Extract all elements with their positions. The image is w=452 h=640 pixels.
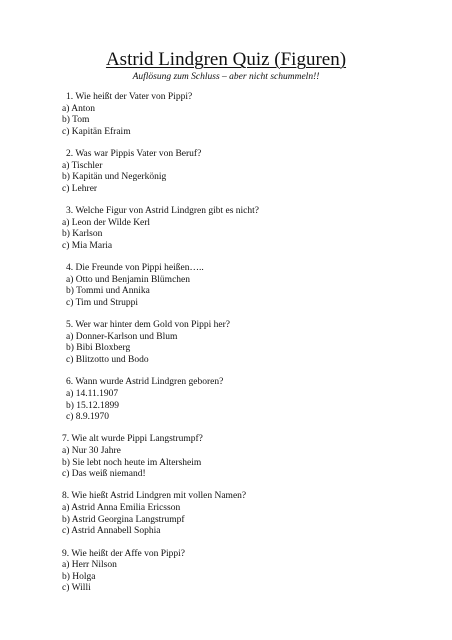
question-text: 4. Die Freunde von Pippi heißen….. <box>66 263 204 274</box>
question-text: 1. Wie heißt der Vater von Pippi? <box>66 92 193 102</box>
question-text: 3. Welche Figur von Astrid Lindgren gibt es nicht? <box>66 206 259 217</box>
answer-option: a) Astrid Anna Emilia Ericsson <box>62 503 181 514</box>
question-3 <box>62 206 392 252</box>
answer-option: a) Anton <box>62 103 95 114</box>
answer-option: a) 14.11.1907 <box>66 388 119 399</box>
answer-option: c) Tim und Struppi <box>66 297 139 308</box>
answer-option: c) Willi <box>62 583 91 594</box>
question-4 <box>62 263 392 309</box>
answer-option: a) Nur 30 Jahre <box>62 445 121 456</box>
answer-option: b) Holga <box>62 571 96 582</box>
question-text: 2. Was war Pippis Vater von Beruf? <box>66 149 202 160</box>
answer-option: c) Kapitän Efraim <box>62 126 131 137</box>
answer-option: a) Herr Nilson <box>62 560 117 571</box>
document-title: Astrid Lindgren Quiz (Figuren) <box>105 49 347 70</box>
question-9 <box>62 549 392 595</box>
answer-option: b) Kapitän und Negerkönig <box>62 172 167 183</box>
question-text: 8. Wie hießt Astrid Lindgren mit vollen Namen? <box>62 491 247 502</box>
question-list <box>62 92 392 606</box>
answer-option: b) Sie lebt noch heute im Altersheim <box>62 457 202 468</box>
answer-option: b) Karlson <box>62 229 103 240</box>
answer-option: a) Tischler <box>62 160 103 171</box>
question-1 <box>62 92 392 138</box>
document-subtitle: Auflösung zum Schluss – aber nicht schummeln!! <box>132 72 320 82</box>
answer-option: a) Leon der Wilde Kerl <box>62 217 151 228</box>
question-text: 7. Wie alt wurde Pippi Langstrumpf? <box>62 434 203 445</box>
answer-option: c) 8.9.1970 <box>66 412 110 423</box>
answer-option: c) Lehrer <box>62 183 98 194</box>
answer-option: b) Bibi Bloxberg <box>66 343 131 354</box>
question-8 <box>62 491 392 537</box>
answer-option: b) Tom <box>62 115 90 126</box>
question-6 <box>62 377 392 423</box>
answer-option: c) Das weiß niemand! <box>62 469 146 480</box>
question-5 <box>62 320 392 366</box>
answer-option: a) Otto und Benjamin Blümchen <box>66 274 191 285</box>
question-text: 9. Wie heißt der Affe von Pippi? <box>62 548 186 559</box>
answer-option: b) Astrid Georgina Langstrumpf <box>62 514 185 525</box>
answer-option: c) Blitzotto und Bodo <box>66 355 149 366</box>
question-7 <box>62 434 392 480</box>
answer-option: c) Astrid Annabell Sophia <box>62 526 161 537</box>
answer-option: b) 15.12.1899 <box>66 400 120 411</box>
answer-option: b) Tommi und Annika <box>66 286 150 297</box>
answer-option: c) Mia Maria <box>62 240 113 251</box>
question-text: 5. Wer war hinter dem Gold von Pippi her? <box>66 320 230 331</box>
answer-option: a) Donner-Karlson und Blum <box>66 331 178 342</box>
question-2 <box>62 149 392 195</box>
question-text: 6. Wann wurde Astrid Lindgren geboren? <box>66 377 224 388</box>
